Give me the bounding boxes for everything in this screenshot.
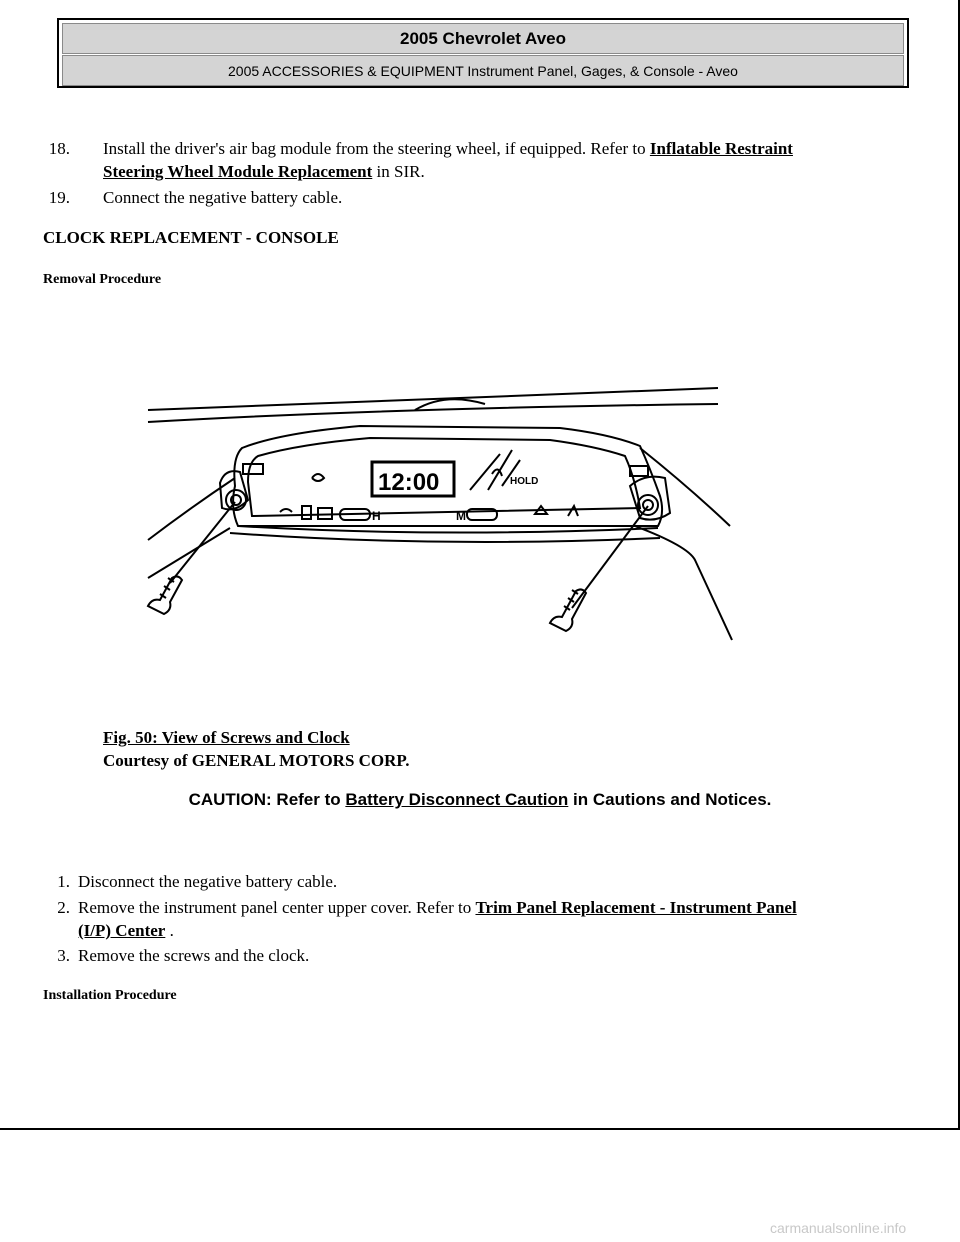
step-number: 19. bbox=[48, 188, 70, 207]
caution-suffix: in Cautions and Notices. bbox=[568, 790, 772, 809]
figure-courtesy: Courtesy of GENERAL MOTORS CORP. bbox=[103, 751, 410, 770]
step-text-continued bbox=[103, 160, 903, 183]
figure-caption-text[interactable]: Fig. 50: View of Screws and Clock bbox=[103, 728, 350, 747]
m-label: M bbox=[456, 509, 466, 523]
step-text-before: Install the driver's air bag module from the steering wheel, if equipped. Refer to bbox=[103, 139, 650, 158]
ip-center-link[interactable]: (I/P) Center bbox=[78, 921, 166, 940]
step-number: 1. bbox=[57, 872, 70, 891]
installation-heading: Installation Procedure bbox=[43, 988, 177, 1003]
step-text-after: . bbox=[165, 921, 174, 940]
step-text: Disconnect the negative battery cable. bbox=[78, 872, 338, 891]
section-title: CLOCK REPLACEMENT - CONSOLE bbox=[43, 228, 339, 247]
hold-label: HOLD bbox=[510, 476, 539, 487]
step-number: 18. bbox=[48, 139, 70, 158]
h-label: H bbox=[372, 509, 381, 523]
step-text bbox=[78, 896, 908, 919]
inflatable-restraint-link[interactable]: Inflatable Restraint bbox=[649, 139, 793, 158]
battery-disconnect-caution-link[interactable]: Battery Disconnect Caution bbox=[345, 790, 569, 809]
watermark: carmanualsonline.info bbox=[770, 1220, 907, 1236]
step-text-after: in SIR. bbox=[372, 162, 425, 181]
header-subtitle: 2005 ACCESSORIES & EQUIPMENT Instrument Panel, Gages, & Console - Aveo bbox=[62, 55, 904, 86]
trim-panel-replacement-link[interactable]: Trim Panel Replacement - Instrument Panel bbox=[475, 898, 797, 917]
clock-figure bbox=[140, 378, 740, 643]
caution-note bbox=[0, 790, 960, 810]
step-text-continued bbox=[78, 919, 174, 942]
steering-wheel-module-link[interactable]: Steering Wheel Module Replacement bbox=[103, 162, 373, 181]
step-text: Connect the negative battery cable. bbox=[103, 188, 343, 207]
figure-caption bbox=[103, 726, 350, 749]
page-header bbox=[57, 18, 909, 88]
clock-display: 12:00 bbox=[378, 469, 440, 496]
step-number: 2. bbox=[57, 898, 70, 917]
step-text: Remove the screws and the clock. bbox=[78, 946, 310, 965]
removal-heading: Removal Procedure bbox=[43, 272, 162, 287]
step-text bbox=[103, 137, 903, 160]
caution-prefix: CAUTION: Refer to bbox=[188, 790, 346, 809]
step-text-before: Remove the instrument panel center upper cover. Refer to bbox=[78, 898, 476, 917]
header-title: 2005 Chevrolet Aveo bbox=[62, 23, 904, 54]
step-number: 3. bbox=[57, 946, 70, 965]
